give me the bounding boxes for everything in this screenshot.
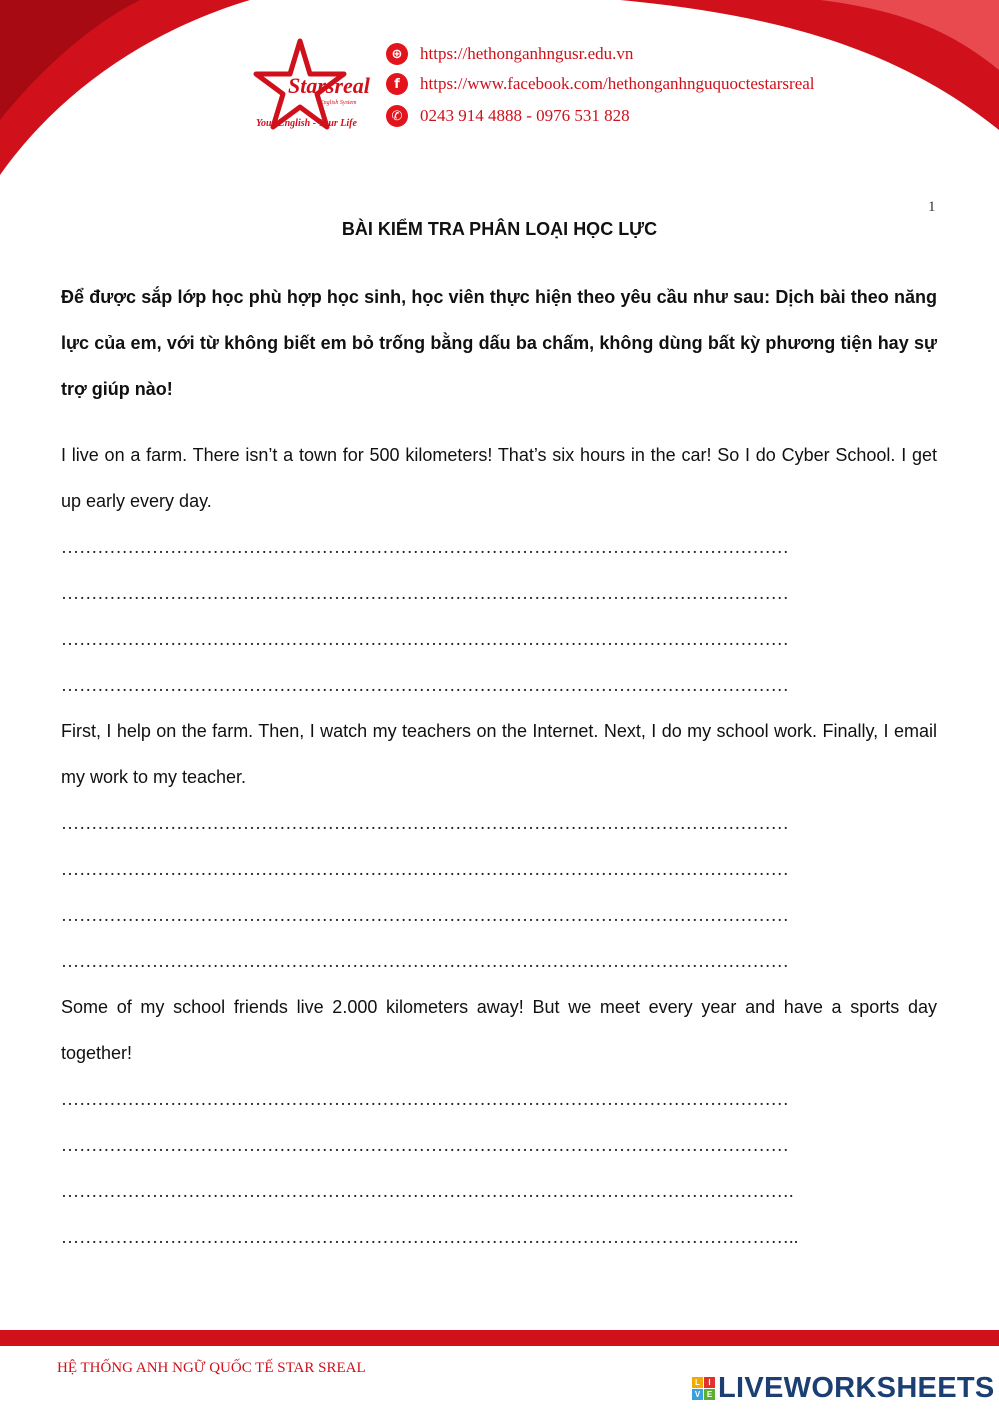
answer-line[interactable]: ………………………………………………………………………………………………………… [61, 629, 789, 649]
passage-paragraph-3: Some of my school friends live 2.000 kilometers away! But we meet every year and have a sports day together! [61, 997, 937, 1063]
lw-letter: I [704, 1377, 715, 1388]
answer-area-3 [61, 1076, 937, 1260]
contact-website[interactable] [386, 43, 633, 65]
website-link[interactable]: https://hethonganhngusr.edu.vn [420, 44, 634, 63]
answer-line[interactable]: ………………………………………………………………………………………………………… [61, 1135, 789, 1155]
passage-paragraph-1: I live on a farm. There isn’t a town for 500 kilometers! That’s six hours in the car! So I do Cyber School. I get up early every day. [61, 445, 937, 511]
answer-line[interactable]: ………………………………………………………………………………………………………… [61, 1089, 789, 1109]
liveworksheets-watermark [692, 1372, 995, 1405]
footer-org-name: HỆ THỐNG ANH NGỮ QUỐC TẾ STAR SREAL [57, 1360, 366, 1376]
logo-subtitle: English System [320, 100, 357, 106]
answer-line[interactable]: ………………………………………………………………………………………………………… [61, 951, 789, 971]
answer-line[interactable]: ………………………………………………………………………………………………………… [61, 813, 789, 833]
worksheet-body [61, 274, 937, 1260]
watermark-text: LIVEWORKSHEETS [718, 1372, 995, 1404]
answer-line[interactable]: ………………………………………………………………………………………………………… [61, 859, 789, 879]
answer-line[interactable]: ………………………………………………………………………………………………………… [61, 675, 789, 695]
lw-letter: V [692, 1389, 703, 1400]
lw-letter: L [692, 1377, 703, 1388]
page-number: 1 [928, 199, 936, 215]
answer-line[interactable]: ………………………………………………………………………………………………………… [61, 537, 789, 557]
logo-name: Starsreal [288, 73, 370, 98]
answer-line[interactable]: …………………………………………………………………………………………………………. [61, 1181, 794, 1201]
answer-line[interactable]: ………………………………………………………………………………………………………….. [61, 1227, 799, 1247]
facebook-link[interactable]: https://www.facebook.com/hethonganhnguquoctestarsreal [420, 74, 815, 93]
facebook-icon: f [386, 73, 408, 95]
footer-bar [0, 1330, 999, 1346]
header-decoration [0, 0, 999, 200]
answer-area-2 [61, 800, 937, 984]
liveworksheets-logo-icon [692, 1377, 715, 1400]
phone-number: 0243 914 4888 - 0976 531 828 [420, 106, 630, 125]
contact-facebook[interactable] [386, 73, 815, 95]
instruction-text: Để được sắp lớp học phù hợp học sinh, học viên thực hiện theo yêu cầu như sau: Dịch bài theo năng lực của em, với từ không biết em bỏ trống bằng dấu ba chấm, không dùng bất kỳ phương tiện hay sự trợ giúp nào! [61, 287, 937, 399]
answer-line[interactable]: ………………………………………………………………………………………………………… [61, 905, 789, 925]
logo-tagline: Your English - Your Life [256, 118, 357, 129]
globe-icon: ⊕ [386, 43, 408, 65]
answer-line[interactable]: ………………………………………………………………………………………………………… [61, 583, 789, 603]
contact-phone [386, 105, 630, 127]
passage-paragraph-2: First, I help on the farm. Then, I watch my teachers on the Internet. Next, I do my school work. Finally, I email my work to my teacher. [61, 721, 937, 787]
answer-area-1 [61, 524, 937, 708]
phone-icon: ✆ [386, 105, 408, 127]
lw-letter: E [704, 1389, 715, 1400]
page-title: BÀI KIỂM TRA PHÂN LOẠI HỌC LỰC [341, 219, 658, 239]
